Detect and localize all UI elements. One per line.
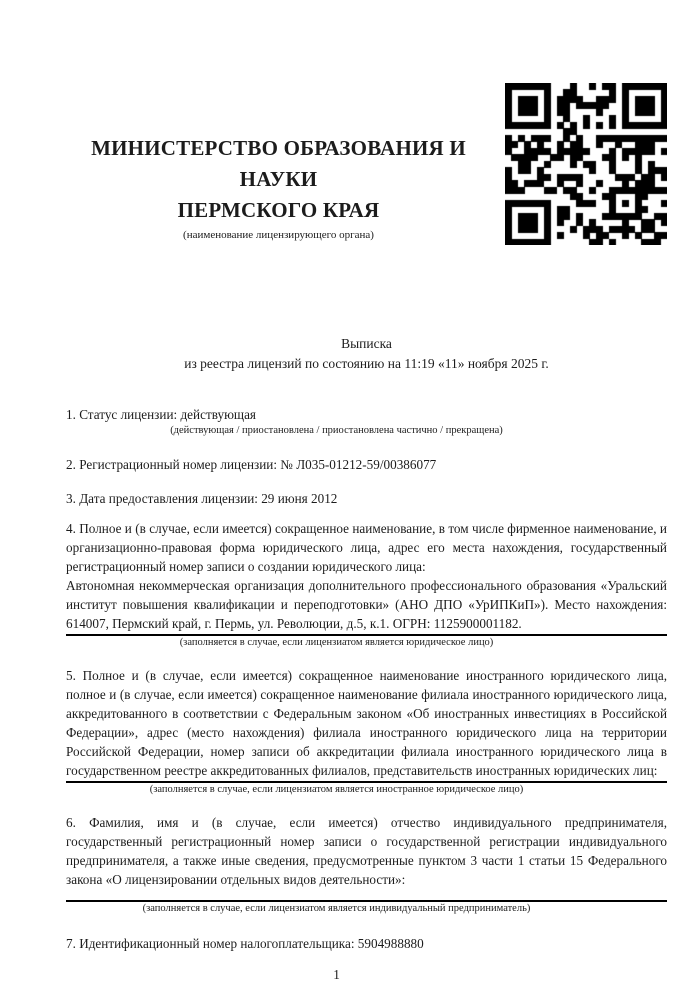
section-7-taxpayer-number: 7. Идентификационный номер налогоплательщика: 5904988880 bbox=[66, 936, 424, 951]
section-4-prompt: 4. Полное и (в случае, если имеется) сокращенное наименование, в том числе фирменное наименование, и организационно-правовая форма юридического лица, адрес его места нахождения, государственный регистрационный номер записи о создании юридического лица: bbox=[66, 521, 667, 574]
licensing-authority-header bbox=[66, 0, 491, 242]
section-2-registration-number: 2. Регистрационный номер лицензии: № Л035-01212-59/00386077 bbox=[66, 457, 437, 472]
document-content bbox=[66, 0, 667, 984]
ministry-name-line1: МИНИСТЕРСТВО ОБРАЗОВАНИЯ И НАУКИ bbox=[91, 136, 466, 191]
page-number: 1 bbox=[333, 967, 340, 982]
title-line2: из реестра лицензий по состоянию на 11:19 «11» ноября 2025 г. bbox=[184, 356, 549, 371]
section-1-status: 1. Статус лицензии: действующая bbox=[66, 407, 257, 422]
section-1-caption: (действующая / приостановлена / приостановлена частично / прекращена) bbox=[170, 425, 503, 436]
section-3-license-date: 3. Дата предоставления лицензии: 29 июня 2012 bbox=[66, 491, 338, 506]
document-title bbox=[66, 334, 667, 374]
title-line1: Выписка bbox=[341, 336, 392, 351]
section-5-caption: (заполняется в случае, если лицензиатом является иностранное юридическое лицо) bbox=[149, 784, 524, 795]
section-5-prompt: 5. Полное и (в случае, если имеется) сокращенное наименование иностранного юридического лица, полное и (в случае, если имеется) сокращенное наименование филиала иностранного юридического лица, аккредитованного в соответствии с Федеральным законом «Об иностранных инвестициях в Российской Федерации», адрес (место нахождения) филиала иностранного юридического лица на территории Российской Федерации, номер записи об аккредитации филиала иностранного юридического лица в государственном реестре аккредитованных филиалов, представительств иностранных юридических лиц: bbox=[66, 668, 667, 778]
section-4-caption: (заполняется в случае, если лицензиатом является юридическое лицо) bbox=[179, 637, 494, 648]
section-6-caption: (заполняется в случае, если лицензиатом является индивидуальный предприниматель) bbox=[142, 903, 531, 914]
authority-caption: (наименование лицензирующего органа) bbox=[183, 229, 374, 241]
ministry-name-line2: ПЕРМСКОГО КРАЯ bbox=[177, 198, 380, 222]
section-4-licensee-value: Автономная некоммерческая организация дополнительного профессионального образования «Уральский институт повышения квалификации и переподготовки» (АНО ДПО «УрИПКиП»). Место нахождения: 614007, Пермский край, г. Пермь, ул. Революции, д.5, к.1. ОГРН: 1125900001182. bbox=[66, 578, 667, 631]
section-6-prompt: 6. Фамилия, имя и (в случае, если имеется) отчество индивидуального предпринимателя, государственный регистрационный номер записи о государственной регистрации индивидуального предпринимателя, а также иные сведения, предусмотренные пунктом 3 части 1 статьи 15 Федерального закона «О лицензировании отдельных видов деятельности»: bbox=[66, 815, 667, 887]
